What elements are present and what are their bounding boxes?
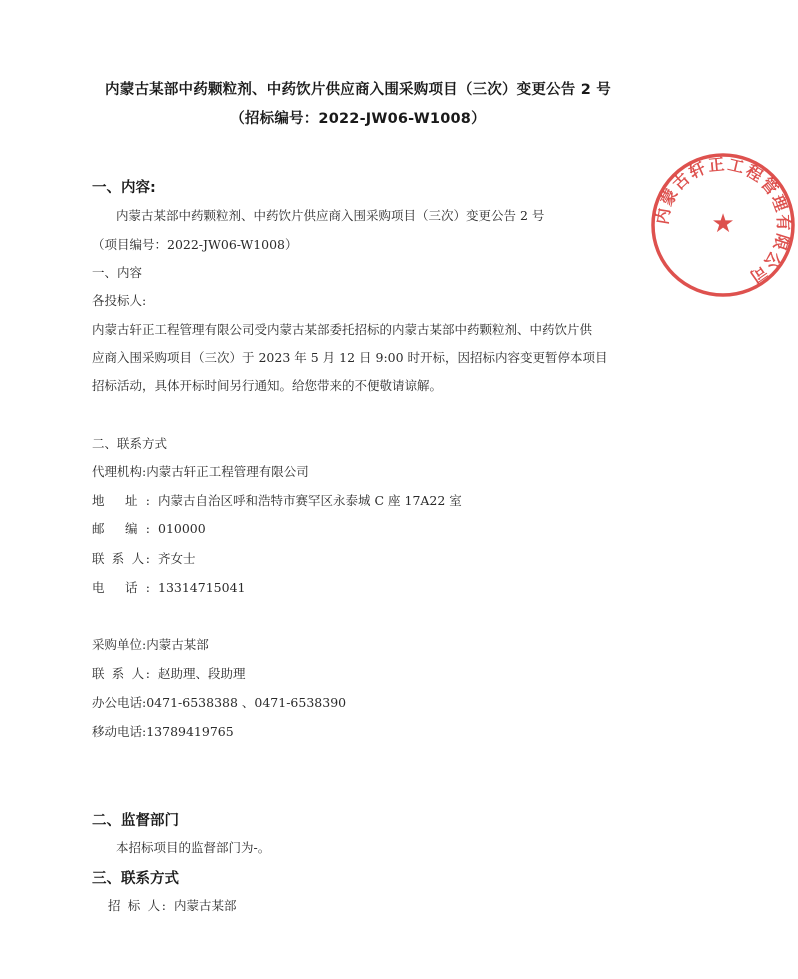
- address-value: 内蒙古自治区呼和浩特市赛罕区永泰城 C 座 17A22 室: [158, 493, 462, 508]
- section3-heading: 三、联系方式: [92, 871, 179, 887]
- postcode-label: 邮 编:: [92, 521, 150, 536]
- document-title: 内蒙古某部中药颗粒剂、中药饮片供应商入围采购项目（三次）变更公告 2 号: [105, 82, 611, 98]
- buyer-contact-row: [92, 664, 246, 682]
- seal-text-path: 内蒙古轩正工程管理有限公司: [652, 154, 794, 288]
- content-body-line-2: 应商入围采购项目（三次）于 2023 年 5 月 12 日 9:00 时开标，因招标内容变更暂停本项目: [92, 350, 608, 365]
- tenderer-label: 招 标 人:: [108, 898, 166, 913]
- supervision-heading: 二、监督部门: [92, 813, 179, 829]
- agency-value: 内蒙古轩正工程管理有限公司: [146, 464, 309, 479]
- office-phone-row: [92, 693, 346, 711]
- postcode-value: 010000: [158, 521, 206, 536]
- office-phone-value: 0471-6538388 、0471-6538390: [146, 695, 347, 710]
- contact-person-value: 齐女士: [158, 551, 196, 566]
- seal-star-icon: ★: [711, 209, 735, 239]
- agency-row: [92, 462, 309, 480]
- mobile-phone-label: 移动电话:: [92, 724, 147, 739]
- buyer-contact-value: 赵助理、段助理: [158, 666, 246, 681]
- phone-value: 13314715041: [158, 580, 246, 595]
- phone-label: 电 话:: [92, 580, 150, 595]
- contact-person-row: [92, 549, 196, 567]
- document-subtitle: （招标编号：2022-JW06-W1008）: [230, 111, 486, 127]
- content-body-line-3: 招标活动，具体开标时间另行通知。给您带来的不便敬请谅解。: [92, 378, 443, 393]
- content-subheading: 一、内容: [92, 265, 143, 280]
- content-paragraph-title: 内蒙古某部中药颗粒剂、中药饮片供应商入围采购项目（三次）变更公告 2 号: [116, 208, 545, 223]
- contact-heading: 二、联系方式: [92, 436, 168, 451]
- buyer-row: [92, 635, 209, 653]
- tenderer-row: [108, 896, 237, 914]
- content-project-number: （项目编号：2022-JW06-W1008）: [92, 237, 298, 252]
- mobile-phone-value: 13789419765: [146, 724, 234, 739]
- supervision-text: 本招标项目的监督部门为-。: [116, 840, 271, 855]
- postcode-row: [92, 519, 206, 537]
- content-body-line-1: 内蒙古轩正工程管理有限公司受内蒙古某部委托招标的内蒙古某部中药颗粒剂、中药饮片供: [92, 322, 593, 337]
- contact-person-label: 联 系 人:: [92, 551, 150, 566]
- mobile-phone-row: [92, 722, 234, 740]
- address-row: [92, 491, 462, 509]
- buyer-contact-label: 联 系 人:: [92, 666, 150, 681]
- agency-label: 代理机构:: [92, 464, 147, 479]
- address-label: 地 址:: [92, 493, 150, 508]
- tenderer-value: 内蒙古某部: [174, 898, 237, 913]
- company-seal: [648, 150, 798, 300]
- section-content-heading: 一、内容:: [92, 180, 156, 196]
- phone-row: [92, 578, 245, 596]
- buyer-label: 采购单位:: [92, 637, 147, 652]
- content-salutation: 各投标人:: [92, 293, 147, 308]
- buyer-value: 内蒙古某部: [146, 637, 209, 652]
- office-phone-label: 办公电话:: [92, 695, 147, 710]
